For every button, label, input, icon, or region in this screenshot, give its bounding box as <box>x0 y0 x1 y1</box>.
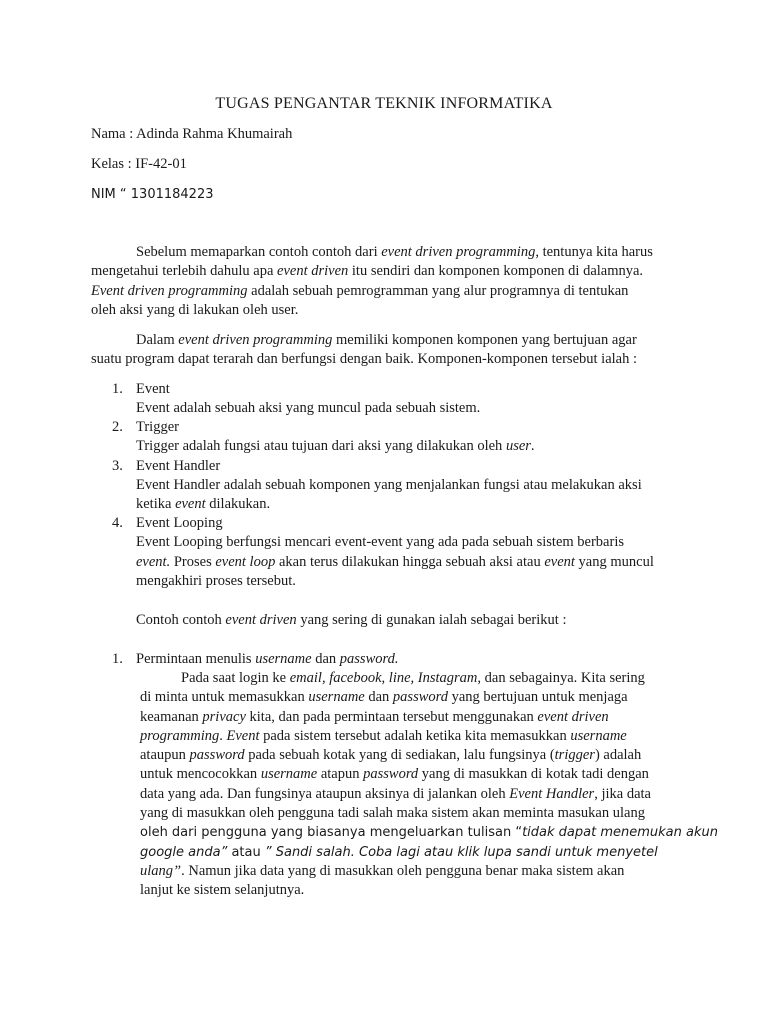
example-heading: Permintaan menulis username dan password. <box>136 651 399 667</box>
emphasis-text: username <box>255 651 312 667</box>
emphasis-text: event <box>544 554 575 570</box>
component-desc: Event adalah sebuah aksi yang muncul pada sebuah sistem. <box>136 400 481 416</box>
emphasis-text: ulang” <box>140 863 182 879</box>
student-name: Nama : Adinda Rahma Khumairah <box>91 126 293 142</box>
intro-p1-line: Event driven programming adalah sebuah pemrogramman yang alur programnya di tentukan <box>91 283 629 299</box>
component-name: Trigger <box>136 419 179 435</box>
emphasis-text: event. <box>136 554 171 570</box>
emphasis-text: password <box>363 766 419 782</box>
emphasis-text: username <box>308 689 365 705</box>
document-title: TUGAS PENGANTAR TEKNIK INFORMATIKA <box>215 95 553 112</box>
component-name: Event Looping <box>136 515 223 531</box>
emphasis-text: email, facebook, line, Instagram, <box>289 670 482 686</box>
emphasis-text: username <box>260 766 318 782</box>
intro-p1-line: oleh aksi yang di lakukan oleh user. <box>91 302 299 318</box>
emphasis-text: password. <box>339 651 399 667</box>
intro-p1-line: Sebelum memaparkan contoh contoh dari event driven programming, tentunya kita harus <box>136 244 653 260</box>
emphasis-text: event loop <box>215 554 276 570</box>
example-number: 1. <box>112 651 123 667</box>
emphasis-text: event driven programming <box>178 332 333 348</box>
emphasis-text: privacy <box>202 709 246 725</box>
intro-p2-line: Dalam event driven programming memiliki komponen komponen yang bertujuan agar <box>136 332 637 348</box>
emphasis-text: password <box>392 689 448 705</box>
component-number: 2. <box>112 419 123 435</box>
emphasis-text: user <box>505 438 531 454</box>
emphasis-text: event <box>175 496 206 512</box>
emphasis-text: trigger <box>554 747 595 763</box>
emphasis-text: event driven <box>225 612 297 628</box>
component-number: 4. <box>112 515 123 531</box>
example-body-line: Pada saat login ke email, facebook, line, Instagram, dan sebagainya. Kita sering <box>181 670 645 686</box>
component-desc: Event Handler adalah sebuah komponen yang menjalankan fungsi atau melakukan aksi <box>136 477 642 493</box>
emphasis-text: Event Handler <box>509 786 595 802</box>
emphasis-text: username <box>570 728 627 744</box>
component-desc: Event Looping berfungsi mencari event-event yang ada pada sebuah sistem berbaris <box>136 534 624 550</box>
example-body-line: oleh dari pengguna yang biasanya mengeluarkan tulisan “tidak dapat menemukan akun <box>140 825 718 840</box>
example-body-line: google anda” atau ” Sandi salah. Coba lagi atau klik lupa sandi untuk menyetel <box>140 845 658 860</box>
component-desc: ketika event dilakukan. <box>136 496 271 512</box>
component-desc: Trigger adalah fungsi atau tujuan dari aksi yang dilakukan oleh user. <box>136 438 535 454</box>
emphasis-text: programming <box>140 728 220 744</box>
example-body-line: di minta untuk memasukkan username dan password yang bertujuan untuk menjaga <box>140 689 628 705</box>
example-body-line: keamanan privacy kita, dan pada permintaan tersebut menggunakan event driven <box>140 709 609 725</box>
emphasis-text: event driven <box>537 709 609 725</box>
example-body-line: ulang”. Namun jika data yang di masukkan oleh pengguna benar maka sistem akan <box>140 863 625 879</box>
component-name: Event Handler <box>136 458 221 474</box>
student-nim: NIM “ 1301184223 <box>91 187 214 202</box>
component-number: 3. <box>112 458 123 474</box>
component-number: 1. <box>112 381 123 397</box>
emphasis-text: ” Sandi salah. Coba lagi atau klik lupa sandi untuk menyetel <box>264 845 658 860</box>
emphasis-text: event driven <box>277 263 349 279</box>
example-body-line: ataupun password pada sebuah kotak yang di sediakan, lalu fungsinya (trigger) adalah <box>140 747 642 763</box>
student-class: Kelas : IF-42-01 <box>91 156 187 172</box>
emphasis-text: google anda” <box>140 845 228 860</box>
emphasis-text: password <box>189 747 245 763</box>
example-body-line: data yang ada. Dan fungsinya ataupun aksinya di jalankan oleh Event Handler, jika data <box>140 786 651 802</box>
example-body-line: untuk mencocokkan username atapun password yang di masukkan di kotak tadi dengan <box>140 766 649 782</box>
example-body-line: programming. Event pada sistem tersebut adalah ketika kita memasukkan username <box>140 728 627 744</box>
example-body-line: lanjut ke sistem selanjutnya. <box>140 882 305 898</box>
example-body-line: yang di masukkan oleh pengguna tadi salah maka sistem akan meminta masukan ulang <box>140 805 645 821</box>
emphasis-text: Event driven programming <box>91 283 248 299</box>
intro-p2-line: suatu program dapat terarah dan berfungsi dengan baik. Komponen-komponen tersebut ialah : <box>91 351 637 367</box>
component-desc: mengakhiri proses tersebut. <box>136 573 296 589</box>
component-name: Event <box>136 381 170 397</box>
emphasis-text: tidak dapat menemukan akun <box>522 825 718 840</box>
emphasis-text: Event <box>226 728 260 744</box>
intro-p1-line: mengetahui terlebih dahulu apa event driven itu sendiri dan komponen komponen di dalamnya. <box>91 263 644 279</box>
component-desc: event. Proses event loop akan terus dilakukan hingga sebuah aksi atau event yang muncul <box>136 554 654 570</box>
examples-intro: Contoh contoh event driven yang sering di gunakan ialah sebagai berikut : <box>136 612 567 628</box>
emphasis-text: event driven programming <box>381 244 536 260</box>
